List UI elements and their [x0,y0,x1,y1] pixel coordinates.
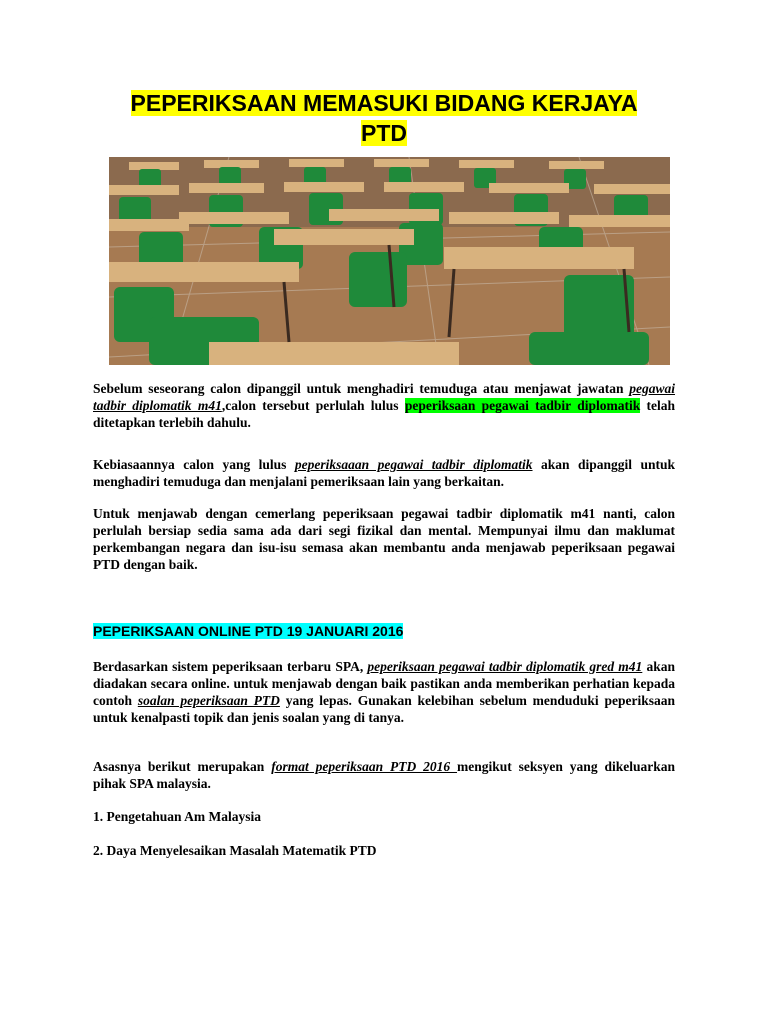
link-format-peperiksaan-ptd-2016[interactable]: format peperiksaan PTD 2016 [271,759,458,774]
text: telah ditetapkan terlebih dahulu. [93,398,675,430]
text: akan dipanggil untuk menghadiri temuduga dan menjalani pemeriksaan lain yang berkaitan. [93,457,675,489]
text: Sebelum seseorang calon dipanggil untuk menghadiri temuduga atau menjawat jawatan [93,381,630,396]
text: yang lepas. Gunakan kelebihan sebelum menduduki peperiksaan untuk kenalpasti topik dan jenis soalan yang di tanya. [93,693,675,725]
paragraph-asasnya [93,758,675,792]
section-heading-text: PEPERIKSAAN ONLINE PTD 19 JANUARI 2016 [93,623,404,639]
link-soalan-peperiksaan-ptd[interactable]: soalan peperiksaan PTD [137,693,280,708]
text: mengikut seksyen yang dikeluarkan pihak SPA malaysia. [93,759,675,791]
paragraph-intro [93,380,675,431]
text: Berdasarkan sistem peperiksaan terbaru SPA, [93,659,368,674]
link-peperiksaaan-pegawai-tadbir-diplomatik[interactable]: peperiksaaan pegawai tadbir diplomatik [294,457,533,472]
text: Asasnya berikut merupakan [93,759,272,774]
section-heading [93,623,403,639]
list-item: 2. Daya Menyelesaikan Masalah Matematik PTD [93,843,377,858]
link-pegawai-tadbir-diplomatik-m41[interactable]: pegawai tadbir diplomatik m41 [93,381,675,413]
link-peperiksaan-gred-m41[interactable]: peperiksaan pegawai tadbir diplomatik gred m41 [367,659,643,674]
title-line-1: PEPERIKSAAN MEMASUKI BIDANG KERJAYA [130,90,638,116]
text: akan diadakan secara online. untuk menjawab dengan baik pastikan anda memberikan perhatian kepada contoh [93,659,675,708]
exam-hall-photo [109,157,670,365]
paragraph-kebiasaannya [93,456,675,490]
page-title [60,88,708,148]
link-peperiksaan-pegawai-tadbir-diplomatik[interactable]: peperiksaan pegawai tadbir diplomatik [404,398,641,413]
paragraph-berdasarkan [93,658,675,726]
text: Kebiasaannya calon yang lulus [93,457,295,472]
text: ,calon tersebut perlulah lulus [221,398,405,413]
paragraph-untuk-menjawab: Untuk menjawab dengan cemerlang peperiksaan pegawai tadbir diplomatik m41 nanti, calon perlulah bersiap sedia sama ada dari segi fizikal dan mental. Mempunyai ilmu dan maklumat perkembangan negara dan isu-isu semasa akan membantu anda menjawab peperiksaan pegawai PTD dengan baik. [93,506,675,572]
title-line-2: PTD [361,120,407,146]
list-item: 1. Pengetahuan Am Malaysia [93,809,262,824]
